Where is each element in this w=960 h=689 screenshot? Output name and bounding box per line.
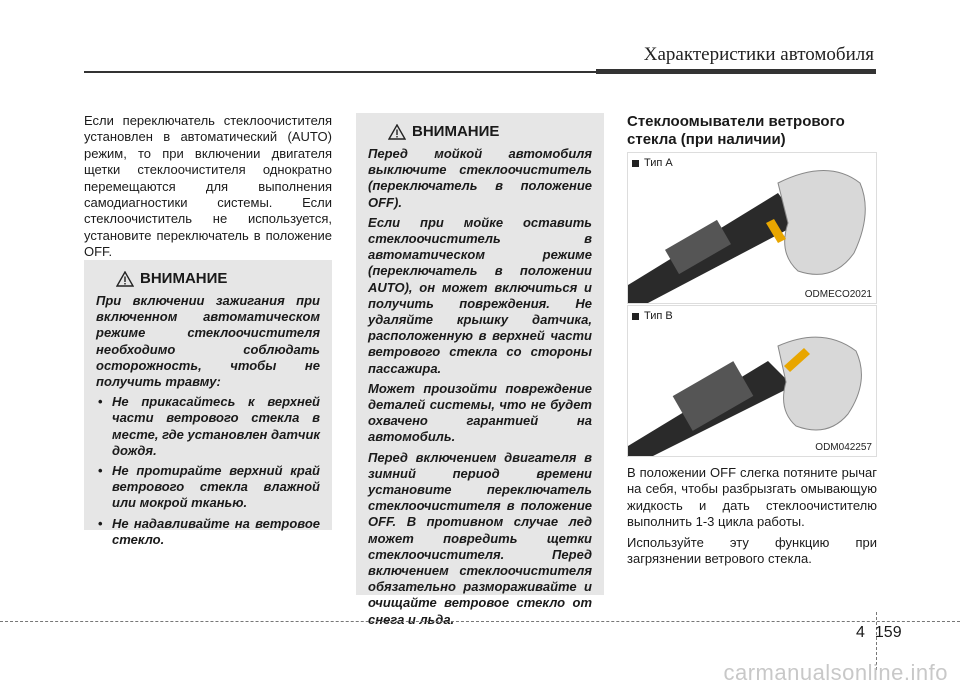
figure-code: ODM042257 — [815, 442, 872, 453]
warning-list — [96, 394, 320, 548]
warning-list-item: • Не прикасайтесь к верхней части ветрового стекла в месте, где установлен датчик дождя. — [96, 394, 320, 459]
warning-paragraph: Перед включением двигателя в зимний период времени установите переключатель стеклоочистителя в положение OFF. В противном случае лед может повредить щетки стеклоочистителя. Перед включением стеклоочистителя обязательно размораживайте и очищайте ветровое стекло от снега и льда. — [368, 449, 592, 627]
page-number-value: 159 — [874, 624, 902, 641]
section-body — [627, 465, 877, 571]
warning-intro: При включении зажигания при включенном автоматическом режиме стеклоочистителя необходимо соблюдать осторожность, чтобы не получить травму: — [96, 293, 320, 390]
footer-rule — [0, 621, 960, 622]
warning-paragraph: Если при мойке оставить стеклоочиститель в автоматическом режиме (переключатель в положении AUTO), он может включиться и получить повреждения. Не удаляйте крышку датчика, расположенную в верхней части ветрового стекла со стороны пассажира. — [368, 214, 592, 376]
wiper-stalk-illustration — [628, 306, 876, 456]
wiper-stalk-illustration — [628, 153, 876, 303]
warning-box-left — [84, 260, 332, 547]
warning-heading-text: ВНИМАНИЕ — [412, 123, 500, 140]
figure-type-b — [627, 305, 877, 457]
warning-list-item: • Не надавливайте на ветровое стекло. — [96, 516, 320, 548]
square-bullet-icon — [632, 160, 639, 167]
warning-triangle-icon — [116, 271, 134, 287]
square-bullet-icon — [632, 313, 639, 320]
warning-box-middle — [356, 113, 604, 627]
figure-label-text: Тип B — [644, 310, 673, 322]
warning-list-item: • Не протирайте верхний край ветрового стекла влажной или мокрой тканью. — [96, 463, 320, 512]
header-rule-accent — [596, 69, 876, 74]
chapter-number: 4 — [856, 624, 865, 641]
warning-paragraph: Может произойти повреждение деталей системы, что не будет охвачено гарантией на автомобиль. — [368, 380, 592, 445]
warning-heading — [116, 270, 320, 287]
figure-label — [632, 310, 673, 322]
watermark: carmanualsonline.info — [723, 660, 948, 685]
section-paragraph: В положении OFF слегка потяните рычаг на себя, чтобы разбрызгать омывающую жидкость и дать стеклоочистителю выполнить 1-3 цикла работы. — [627, 465, 877, 530]
page-number — [856, 624, 902, 642]
warning-triangle-icon — [388, 124, 406, 140]
figure-label — [632, 157, 673, 169]
section-paragraph: Используйте эту функцию при загрязнении ветрового стекла. — [627, 534, 877, 567]
figure-code: ODMECO2021 — [804, 289, 872, 300]
section-title: Стеклоомыватели ветрового стекла (при наличии) — [627, 113, 845, 148]
warning-heading — [388, 123, 592, 140]
warning-heading-text: ВНИМАНИЕ — [140, 270, 228, 287]
figure-label-text: Тип A — [644, 157, 673, 169]
intro-paragraph: Если переключатель стеклоочистителя установлен в автоматический (AUTO) режим, то при включении двигателя щетки стеклоочистителя однократно перемещаются для выполнения самодиагностики системы. Если стеклоочиститель не используется, установите переключатель в положение OFF. — [84, 113, 332, 260]
figure-type-a — [627, 152, 877, 304]
warning-paragraph: Перед мойкой автомобиля выключите стеклоочиститель (переключатель в положение OFF). — [368, 146, 592, 210]
header-title: Характеристики автомобиля — [643, 44, 874, 65]
